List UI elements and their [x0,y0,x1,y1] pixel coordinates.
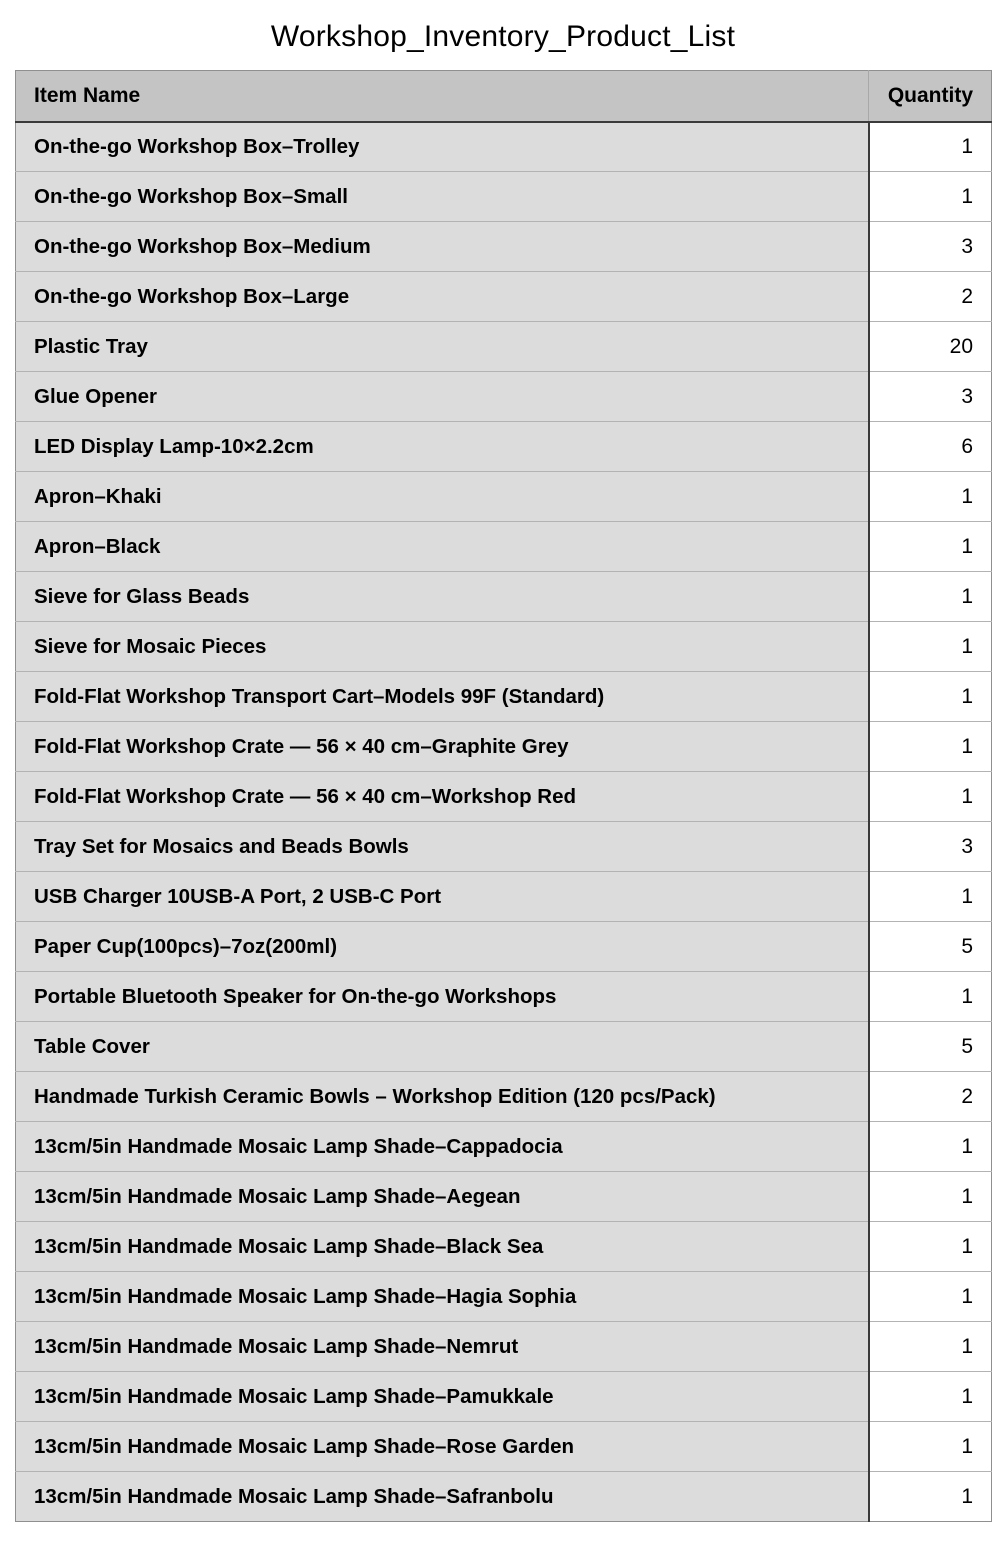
table-body [16,122,992,1522]
table-row [16,922,992,972]
table-row [16,1422,992,1472]
cell-item-name: Glue Opener [16,372,869,422]
cell-quantity: 1 [869,1472,992,1522]
table-row [16,1472,992,1522]
table-row [16,622,992,672]
table-header [16,71,992,122]
table-row [16,1222,992,1272]
cell-quantity: 1 [869,1422,992,1472]
cell-quantity: 1 [869,122,992,172]
cell-quantity: 1 [869,1172,992,1222]
cell-quantity: 1 [869,472,992,522]
cell-item-name: Fold-Flat Workshop Transport Cart–Models 99F (Standard) [16,672,869,722]
table-row [16,672,992,722]
cell-item-name: Tray Set for Mosaics and Beads Bowls [16,822,869,872]
cell-quantity: 1 [869,1372,992,1422]
inventory-table [15,70,992,1522]
cell-item-name: On-the-go Workshop Box–Large [16,272,869,322]
cell-item-name: 13cm/5in Handmade Mosaic Lamp Shade–Hagia Sophia [16,1272,869,1322]
cell-item-name: Fold-Flat Workshop Crate — 56 × 40 cm–Workshop Red [16,772,869,822]
table-row [16,1322,992,1372]
table-row [16,822,992,872]
table-row [16,1272,992,1322]
cell-item-name: 13cm/5in Handmade Mosaic Lamp Shade–Nemrut [16,1322,869,1372]
cell-item-name: 13cm/5in Handmade Mosaic Lamp Shade–Cappadocia [16,1122,869,1172]
table-row [16,322,992,372]
cell-item-name: Apron–Black [16,522,869,572]
table-row [16,1122,992,1172]
cell-quantity: 2 [869,272,992,322]
cell-item-name: 13cm/5in Handmade Mosaic Lamp Shade–Rose Garden [16,1422,869,1472]
cell-item-name: USB Charger 10USB-A Port, 2 USB-C Port [16,872,869,922]
cell-item-name: Sieve for Mosaic Pieces [16,622,869,672]
cell-item-name: Paper Cup(100pcs)–7oz(200ml) [16,922,869,972]
cell-item-name: 13cm/5in Handmade Mosaic Lamp Shade–Black Sea [16,1222,869,1272]
table-container [0,70,1006,1522]
table-row [16,122,992,172]
cell-item-name: Handmade Turkish Ceramic Bowls – Workshop Edition (120 pcs/Pack) [16,1072,869,1122]
cell-item-name: 13cm/5in Handmade Mosaic Lamp Shade–Aegean [16,1172,869,1222]
cell-item-name: Plastic Tray [16,322,869,372]
table-row [16,1022,992,1072]
table-row [16,472,992,522]
column-header-quantity: Quantity [869,71,992,122]
table-row [16,272,992,322]
cell-quantity: 1 [869,172,992,222]
cell-quantity: 5 [869,922,992,972]
table-row [16,1072,992,1122]
table-row [16,222,992,272]
table-row [16,722,992,772]
cell-item-name: Apron–Khaki [16,472,869,522]
cell-quantity: 1 [869,1322,992,1372]
cell-quantity: 5 [869,1022,992,1072]
table-row [16,172,992,222]
cell-quantity: 1 [869,872,992,922]
cell-quantity: 1 [869,622,992,672]
cell-quantity: 3 [869,372,992,422]
cell-quantity: 1 [869,522,992,572]
table-row [16,422,992,472]
cell-quantity: 1 [869,672,992,722]
cell-item-name: Fold-Flat Workshop Crate — 56 × 40 cm–Graphite Grey [16,722,869,772]
cell-quantity: 2 [869,1072,992,1122]
page-title: Workshop_Inventory_Product_List [270,20,736,53]
cell-quantity: 1 [869,722,992,772]
cell-item-name: Sieve for Glass Beads [16,572,869,622]
cell-item-name: On-the-go Workshop Box–Trolley [16,122,869,172]
cell-quantity: 1 [869,1272,992,1322]
table-row [16,772,992,822]
cell-quantity: 1 [869,572,992,622]
cell-item-name: On-the-go Workshop Box–Small [16,172,869,222]
table-row [16,1172,992,1222]
table-row [16,872,992,922]
cell-quantity: 3 [869,222,992,272]
cell-item-name: LED Display Lamp-10×2.2cm [16,422,869,472]
table-header-row [16,71,992,122]
cell-item-name: Portable Bluetooth Speaker for On-the-go Workshops [16,972,869,1022]
cell-quantity: 1 [869,1122,992,1172]
table-row [16,572,992,622]
cell-item-name: 13cm/5in Handmade Mosaic Lamp Shade–Pamukkale [16,1372,869,1422]
table-row [16,372,992,422]
table-row [16,522,992,572]
cell-quantity: 1 [869,1222,992,1272]
cell-quantity: 1 [869,772,992,822]
cell-quantity: 6 [869,422,992,472]
table-row [16,1372,992,1422]
cell-quantity: 1 [869,972,992,1022]
cell-quantity: 20 [869,322,992,372]
cell-item-name: Table Cover [16,1022,869,1072]
cell-item-name: On-the-go Workshop Box–Medium [16,222,869,272]
column-header-item-name: Item Name [16,71,869,122]
table-row [16,972,992,1022]
cell-quantity: 3 [869,822,992,872]
cell-item-name: 13cm/5in Handmade Mosaic Lamp Shade–Safranbolu [16,1472,869,1522]
